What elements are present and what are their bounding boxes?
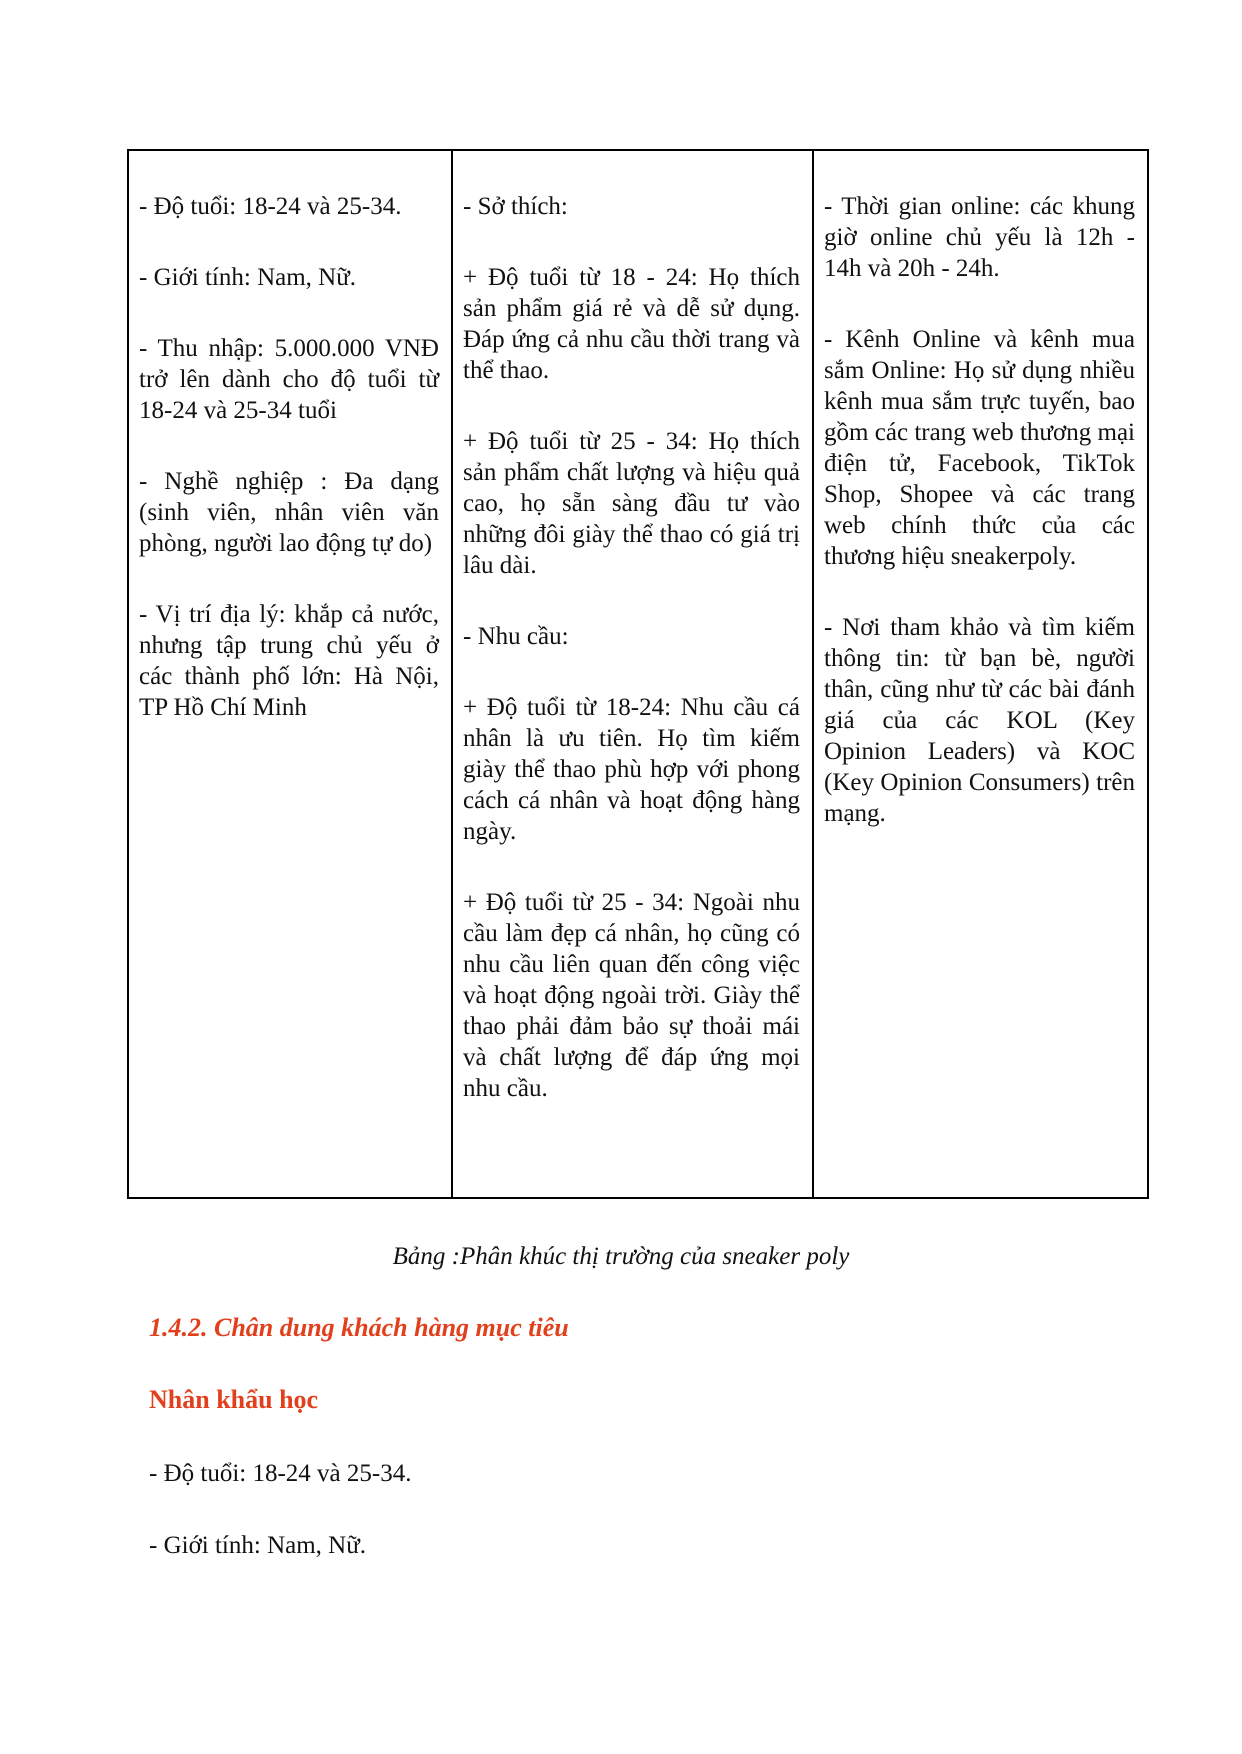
cell-paragraph: - Nơi tham khảo và tìm kiếm thông tin: từ bạn bè, người thân, cũng như từ các bài đánh giá của các KOL (Key Opinion Leaders) và KOC (Key Opinion Consumers) trên mạng. — [824, 614, 1135, 827]
table-caption: Bảng :Phân khúc thị trường của sneaker poly — [392, 1243, 850, 1270]
cell-paragraph: + Độ tuổi từ 25 - 34: Ngoài nhu cầu làm đẹp cá nhân, họ cũng có nhu cầu liên quan đến công việc và hoạt động ngoài trời. Giày thể thao phải đảm bảo sự thoải mái và chất lượng để đáp ứng mọi nhu cầu. — [463, 889, 800, 1102]
cell-paragraph: + Độ tuổi từ 18-24: Nhu cầu cá nhân là ưu tiên. Họ tìm kiếm giày thể thao phù hợp với phong cách cá nhân và hoạt động hàng ngày. — [463, 694, 800, 845]
section-heading: 1.4.2. Chân dung khách hàng mục tiêu — [149, 1313, 569, 1342]
subheading: Nhân khẩu học — [149, 1385, 319, 1414]
cell-paragraph: - Sở thích: — [463, 193, 568, 220]
cell-paragraph: - Giới tính: Nam, Nữ. — [139, 264, 357, 291]
body-line: - Độ tuổi: 18-24 và 25-34. — [149, 1460, 412, 1487]
cell-paragraph: - Độ tuổi: 18-24 và 25-34. — [139, 193, 402, 220]
cell-paragraph: - Nhu cầu: — [463, 623, 569, 650]
cell-paragraph: - Nghề nghiệp : Đa dạng (sinh viên, nhân viên văn phòng, người lao động tự do) — [139, 468, 439, 557]
cell-paragraph: - Thời gian online: các khung giờ online chủ yếu là 12h - 14h và 20h - 24h. — [824, 193, 1135, 282]
cell-paragraph: + Độ tuổi từ 25 - 34: Họ thích sản phẩm chất lượng và hiệu quả cao, họ sẵn sàng đầu tư vào những đôi giày thể thao có giá trị lâu dài. — [463, 428, 800, 579]
cell-paragraph: + Độ tuổi từ 18 - 24: Họ thích sản phẩm giá rẻ và dễ sử dụng. Đáp ứng cả nhu cầu thời trang và thể thao. — [463, 264, 800, 384]
demographics-cell — [128, 150, 452, 1198]
cell-paragraph: - Kênh Online và kênh mua sắm Online: Họ sử dụng nhiều kênh mua sắm trực tuyến, bao gồm các trang web thương mại điện tử, Facebook, TikTok Shop, Shopee và các trang web chính thức của các thương hiệu sneakerpoly. — [824, 326, 1135, 570]
cell-paragraph: - Vị trí địa lý: khắp cả nước, nhưng tập trung chủ yếu ở các thành phố lớn: Hà Nội, TP Hồ Chí Minh — [139, 601, 439, 721]
market-segment-table — [127, 149, 1149, 1199]
body-line: - Giới tính: Nam, Nữ. — [149, 1532, 367, 1559]
behavior-cell — [813, 150, 1148, 1198]
psychographics-cell — [452, 150, 813, 1198]
table-row — [128, 150, 1148, 1198]
cell-paragraph: - Thu nhập: 5.000.000 VNĐ trở lên dành cho độ tuổi từ 18-24 và 25-34 tuổi — [139, 335, 439, 424]
